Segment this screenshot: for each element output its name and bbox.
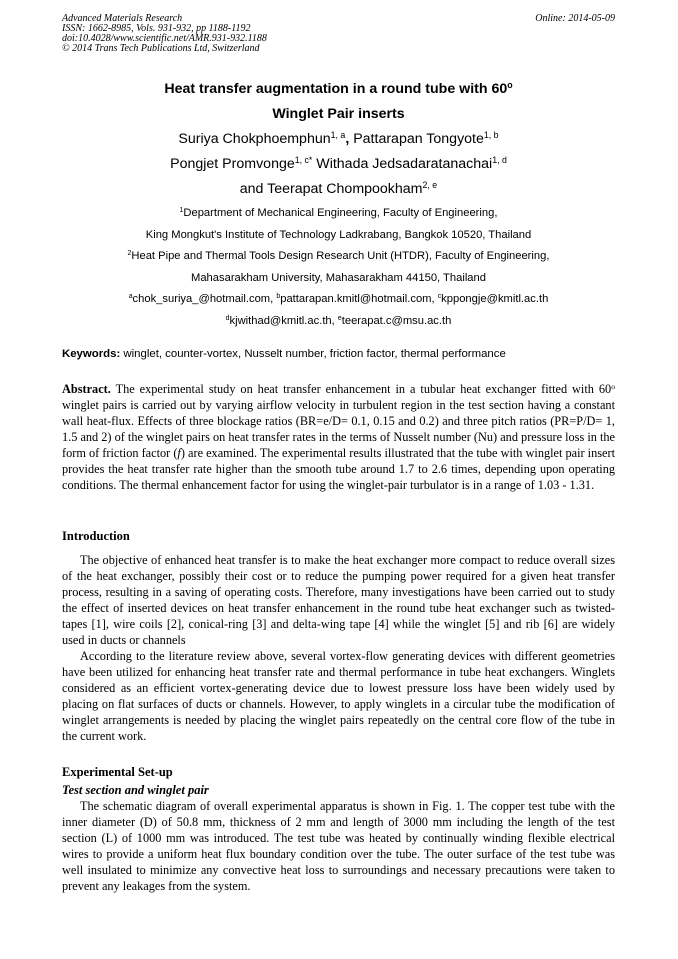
author-3-sup: 1, c* (294, 155, 313, 166)
abstract-text-1: The experimental study on heat transfer enhancement in a tubular heat exchanger fitted with 60 (110, 382, 612, 396)
emails-line-1 (62, 293, 615, 306)
aff2-sup: 2 (127, 250, 132, 258)
aff1-sup: 1 (179, 207, 184, 215)
keywords-label: Keywords: (62, 348, 121, 360)
email-b-sup: b (276, 293, 281, 301)
test-section-subheading: Test section and winglet pair (62, 783, 209, 797)
experimental-heading: Experimental Set-up (62, 765, 173, 779)
author-1-sup: 1, a (330, 130, 346, 141)
author-and: and (239, 181, 268, 197)
email-b[interactable]: pattarapan.kmitl@hotmail.com, (280, 293, 438, 305)
abstract (62, 381, 615, 493)
introduction-paragraph-1: The objective of enhanced heat transfer is to make the heat exchanger more compact to reduce overall sizes of the heat exchanger, possibly their cost or to reduce the pumping power required for a given heat transfer process, resulting in a saving of operating costs. Therefore, many investigations have been carried out to study the effect of inserted devices on heat transfer enhancement in the round tube heat exchanger such as twisted-tapes [1], wire coils [2], conical-ring [3] and delta-wing tape [4] while the winglet [5] and rib [6] are widely used in ducts or channels (62, 553, 615, 647)
experimental-paragraph-1: The schematic diagram of overall experimental apparatus is shown in Fig. 1. The copper test tube with the inner diameter (D) of 50.8 mm, thickness of 2 mm and length of 3000 mm including the length of the test section (L) of 1000 mm was introduced. The test tube was heated by continually winding flexible electrical wires to provide a uniform heat flux boundary condition over the tube. The outer surface of the test tube was well insulated to minimize any convective heat loss to surroundings and necessary precautions were taken to prevent any leakages from the system. (62, 799, 615, 893)
introduction-heading: Introduction (62, 529, 130, 543)
email-a-sup: a (128, 293, 133, 301)
authors-line-3 (62, 181, 615, 198)
aff2-line1-text: Heat Pipe and Thermal Tools Design Research Unit (HTDR), Faculty of Engineering, (131, 250, 550, 262)
email-e[interactable]: teerapat.c@msu.ac.th (341, 315, 452, 327)
author-3: Pongjet Promvonge (170, 156, 295, 172)
aff1-line1-text: Department of Mechanical Engineering, Faculty of Engineering, (183, 207, 498, 219)
issn-line: ISSN: 1662-8985, Vols. 931-932, pp 1188-1192 (62, 23, 251, 34)
email-e-sup: e (337, 315, 342, 323)
authors-line-2 (62, 156, 615, 173)
online-date: Online: 2014-05-09 (535, 13, 615, 24)
keywords (62, 347, 615, 361)
journal-name: Advanced Materials Research (62, 13, 183, 24)
email-d-sup: d (225, 315, 230, 323)
affiliation-1-line-2: King Mongkut's Institute of Technology Ladkrabang, Bangkok 10520, Thailand (145, 229, 532, 241)
abstract-text-2: winglet pairs is carried out by varying airflow velocity in turbulent region in the test section having a constant wall heat-flux. Effects of three blockage ratios (BR=e/D= 0.1, 0.15 and 0.2) and three pitch ratios (PR=P/D= 1, 1.5 and 2) of the winglet pairs on heat transfer rates in the terms of Nusselt number (Nu) and pressure loss in the form of friction factor ( (62, 398, 615, 460)
title-text-1: Heat transfer augmentation in a round tube with 60 (164, 81, 508, 97)
title-degree-sup: o (507, 80, 513, 91)
email-c-sup: c (437, 293, 442, 301)
journal-header (62, 14, 267, 54)
abstract-label: Abstract. (62, 382, 111, 396)
author-2-sup: 1, b (483, 130, 499, 141)
doi-line: doi:10.4028/www.scientific.net/AMR.931-932.1188 (62, 33, 267, 44)
author-5-sup: 2, e (422, 180, 438, 191)
paper-title-line-2: Winglet Pair inserts (272, 106, 405, 122)
affiliation-2-line-1 (62, 250, 615, 263)
paper-title-line-1 (62, 81, 615, 98)
introduction-paragraph-2: According to the literature review above, several vortex-flow generating devices with different geometries have been utilized for enhancing heat transfer rate and thermal performance in tube heat exchangers. Winglets considered as an efficient vortex-generating device due to lowest pressure loss have been widely used by placing on flat surfaces of ducts or channels. However, to apply winglets in a circular tube the modification of winglet arrangements is needed by placing the winglet pairs repeatedly on the central core flow of the tube in the current work. (62, 649, 615, 743)
copyright-line: © 2014 Trans Tech Publications Ltd, Switzerland (62, 43, 260, 54)
email-a[interactable]: chok_suriya_@hotmail.com, (132, 293, 277, 305)
author-4: Withada Jedsadaratanachai (312, 156, 493, 172)
author-1: Suriya Chokphoemphun (178, 131, 331, 147)
affiliation-2-line-2: Mahasarakham University, Mahasarakham 44150, Thailand (191, 272, 486, 284)
author-separator: , (345, 131, 354, 147)
author-4-sup: 1, d (492, 155, 507, 166)
emails-line-2 (62, 315, 615, 328)
email-d[interactable]: kjwithad@kmitl.ac.th, (229, 315, 338, 327)
keywords-text: winglet, counter-vortex, Nusselt number, friction factor, thermal performance (120, 348, 506, 360)
abstract-text-3: ) are examined. The experimental results illustrated that the tube with winglet pair insert provides the heat transfer rate higher than the smooth tube around 1.7 to 2.6 times, depending upon operating conditions. The thermal enhancement factor for using the winglet-pair turbulator is in a range of 1.03 - 1.31. (62, 446, 615, 492)
authors-line-1 (62, 131, 615, 148)
email-c[interactable]: kppongje@kmitl.ac.th (441, 293, 549, 305)
abstract-friction-symbol: f (177, 446, 181, 460)
author-2: Pattarapan Tongyote (353, 131, 484, 147)
abstract-degree-sup: o (611, 381, 615, 391)
author-5: Teerapat Chompookham (267, 181, 423, 197)
affiliation-1-line-1 (62, 207, 615, 220)
